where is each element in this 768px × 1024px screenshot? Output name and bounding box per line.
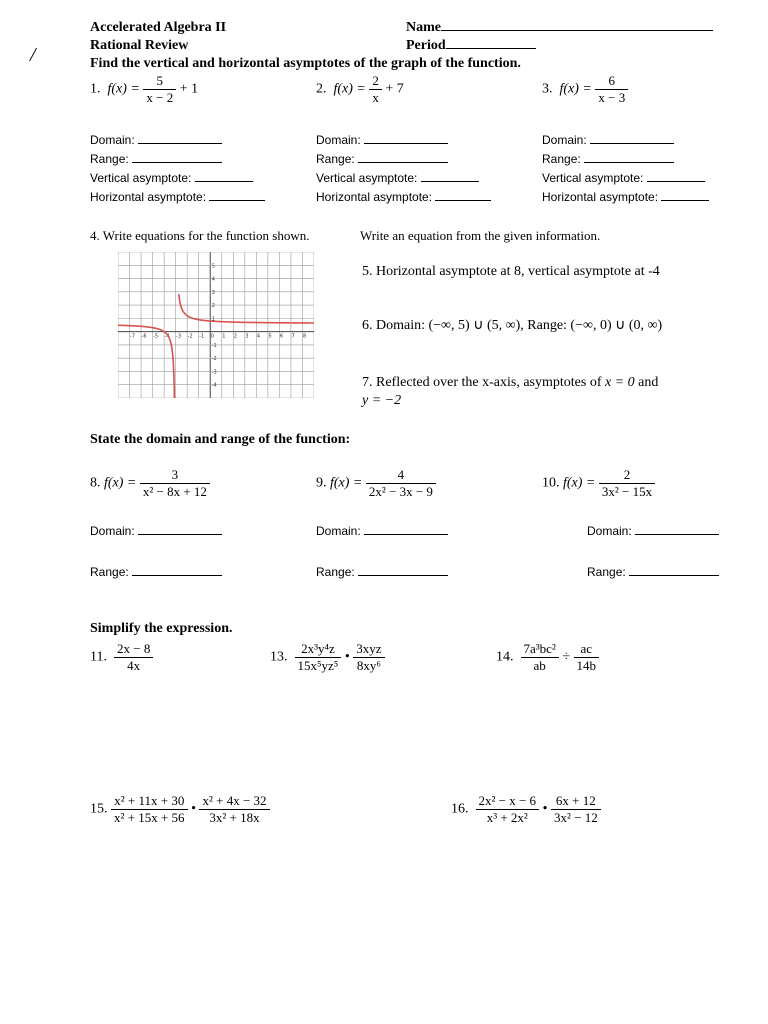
vertical-blank-1[interactable]: [195, 181, 253, 182]
vertical-blank-3[interactable]: [647, 181, 705, 182]
question-7: 7. Reflected over the x-axis, asymptotes of x = 0 and y = −2: [362, 375, 659, 408]
problem-8: 8. f(x) = $\frac{3}{\text{x² − 8x + 12}}$: [90, 468, 210, 499]
x-tick-label: 5: [268, 333, 272, 340]
domain-line-10: Domain:: [587, 524, 719, 538]
graph-curve-right-branch: [179, 294, 314, 323]
period-label: Period: [406, 38, 446, 53]
domain-blank-1[interactable]: [138, 143, 222, 144]
y-tick-label: -2: [211, 356, 217, 363]
name-field[interactable]: [406, 20, 713, 36]
x-tick-label: -4: [164, 333, 170, 340]
domain-blank-10[interactable]: [635, 534, 719, 535]
y-tick-label: -3: [211, 369, 217, 376]
y-tick-label: 3: [211, 289, 215, 296]
problem-1: 1. f(x) = $\frac{5}{x - 2}$ + 1: [90, 73, 199, 105]
problem-11: 11. $\frac{2x - 8}{4x}$: [90, 642, 153, 673]
problem-15: 15. $\frac{\text{x² + 11x + 30}}{\text{x² + 15x + 56}}$ • $\frac{\text{x² + 4x − 32}}{\text{3x² + 18x}}$: [90, 794, 270, 825]
horizontal-blank-1[interactable]: [209, 200, 265, 201]
x-tick-label: -7: [130, 333, 136, 340]
range-blank-8[interactable]: [132, 575, 222, 576]
domain-line-8: Domain:: [90, 524, 222, 538]
domain-blank-2[interactable]: [364, 143, 448, 144]
answers-1: Domain: Range: Vertical asymptote: Horizontal asymptote:: [90, 131, 265, 207]
range-line-10: Range:: [587, 565, 719, 579]
given-info-title: Write an equation from the given information.: [360, 228, 601, 243]
horizontal-blank-3[interactable]: [661, 200, 709, 201]
range-blank-2[interactable]: [358, 162, 448, 163]
range-blank-10[interactable]: [629, 575, 719, 576]
x-tick-label: 7: [291, 333, 295, 340]
y-tick-label: -4: [211, 382, 217, 389]
problem-2: 2. f(x) = $\frac{2}{x}$ + 7: [316, 73, 404, 105]
y-tick-label: 4: [211, 276, 215, 283]
domain-blank-8[interactable]: [138, 534, 222, 535]
problem-9: 9. f(x) = $\frac{4}{\text{2x² − 3x − 9}}$: [316, 468, 436, 499]
y-tick-label: -1: [211, 342, 217, 349]
domain-blank-9[interactable]: [364, 534, 448, 535]
section2-title: State the domain and range of the function:: [90, 432, 351, 447]
problem-14: 14. $\frac{\text{7a³bc²}}{ab}$ ÷ $\frac{ac}{14b}$: [496, 642, 599, 673]
x-tick-label: 8: [302, 333, 307, 340]
range-line-8: Range:: [90, 565, 222, 579]
x-tick-label: -2: [187, 333, 193, 340]
x-tick-label: -3: [176, 333, 182, 340]
range-blank-3[interactable]: [584, 162, 674, 163]
problem-10: 10. f(x) = $\frac{2}{\text{3x² − 15x}}$: [542, 468, 655, 499]
y-tick-label: 2: [211, 303, 215, 310]
answers-2: Domain: Range: Vertical asymptote: Horizontal asymptote:: [316, 131, 491, 207]
domain-line-9: Domain:: [316, 524, 448, 538]
graph-grid: [118, 252, 314, 398]
x-tick-label: -1: [199, 333, 205, 340]
question-6: 6. Domain: (−∞, 5) ∪ (5, ∞), Range: (−∞, 0) ∪ (0, ∞): [362, 318, 663, 333]
question-4: 4. Write equations for the function shown.: [90, 228, 310, 243]
problem-16: 16. $\frac{\text{2x² − x − 6}}{\text{x³ + 2x²}}$ • $\frac{6x + 12}{\text{3x² − 12}}$: [451, 794, 601, 825]
vertical-blank-2[interactable]: [421, 181, 479, 182]
period-field[interactable]: [406, 38, 536, 54]
question-5: 5. Horizontal asymptote at 8, vertical asymptote at -4: [362, 264, 660, 279]
problem-3: 3. f(x) = $\frac{6}{x - 3}$: [542, 74, 628, 105]
range-blank-9[interactable]: [358, 575, 448, 576]
domain-blank-3[interactable]: [590, 143, 674, 144]
x-tick-label: 0: [210, 333, 214, 340]
problem-13: 13. $\frac{\text{2x³y⁴z}}{\text{15x⁵yz⁵}}$ • $\frac{\text{3xyz}}{\text{8xy⁶}}$: [270, 642, 385, 673]
range-blank-1[interactable]: [132, 162, 222, 163]
x-tick-label: 1: [222, 333, 226, 340]
course-title: Accelerated Algebra II: [90, 20, 227, 35]
unit-title: Rational Review: [90, 38, 189, 53]
section3-title: Simplify the expression.: [90, 621, 233, 636]
section1-title: Find the vertical and horizontal asymptotes of the graph of the function.: [90, 56, 521, 71]
name-label: Name: [406, 20, 441, 35]
y-tick-label: 5: [211, 263, 215, 270]
x-tick-label: 3: [245, 333, 249, 340]
name-blank[interactable]: [441, 30, 713, 31]
answers-3: Domain: Range: Vertical asymptote: Horizontal asymptote:: [542, 131, 709, 207]
x-tick-label: -6: [141, 333, 147, 340]
graph-tick-labels: [130, 263, 306, 388]
horizontal-blank-2[interactable]: [435, 200, 491, 201]
x-tick-label: 4: [256, 333, 261, 340]
period-blank[interactable]: [446, 48, 536, 49]
pencil-mark: /: [30, 44, 36, 66]
y-tick-label: 1: [211, 316, 215, 323]
range-line-9: Range:: [316, 565, 448, 579]
function-graph: [118, 252, 314, 398]
x-tick-label: 6: [279, 333, 284, 340]
x-tick-label: 2: [233, 333, 237, 340]
x-tick-label: -5: [153, 333, 159, 340]
